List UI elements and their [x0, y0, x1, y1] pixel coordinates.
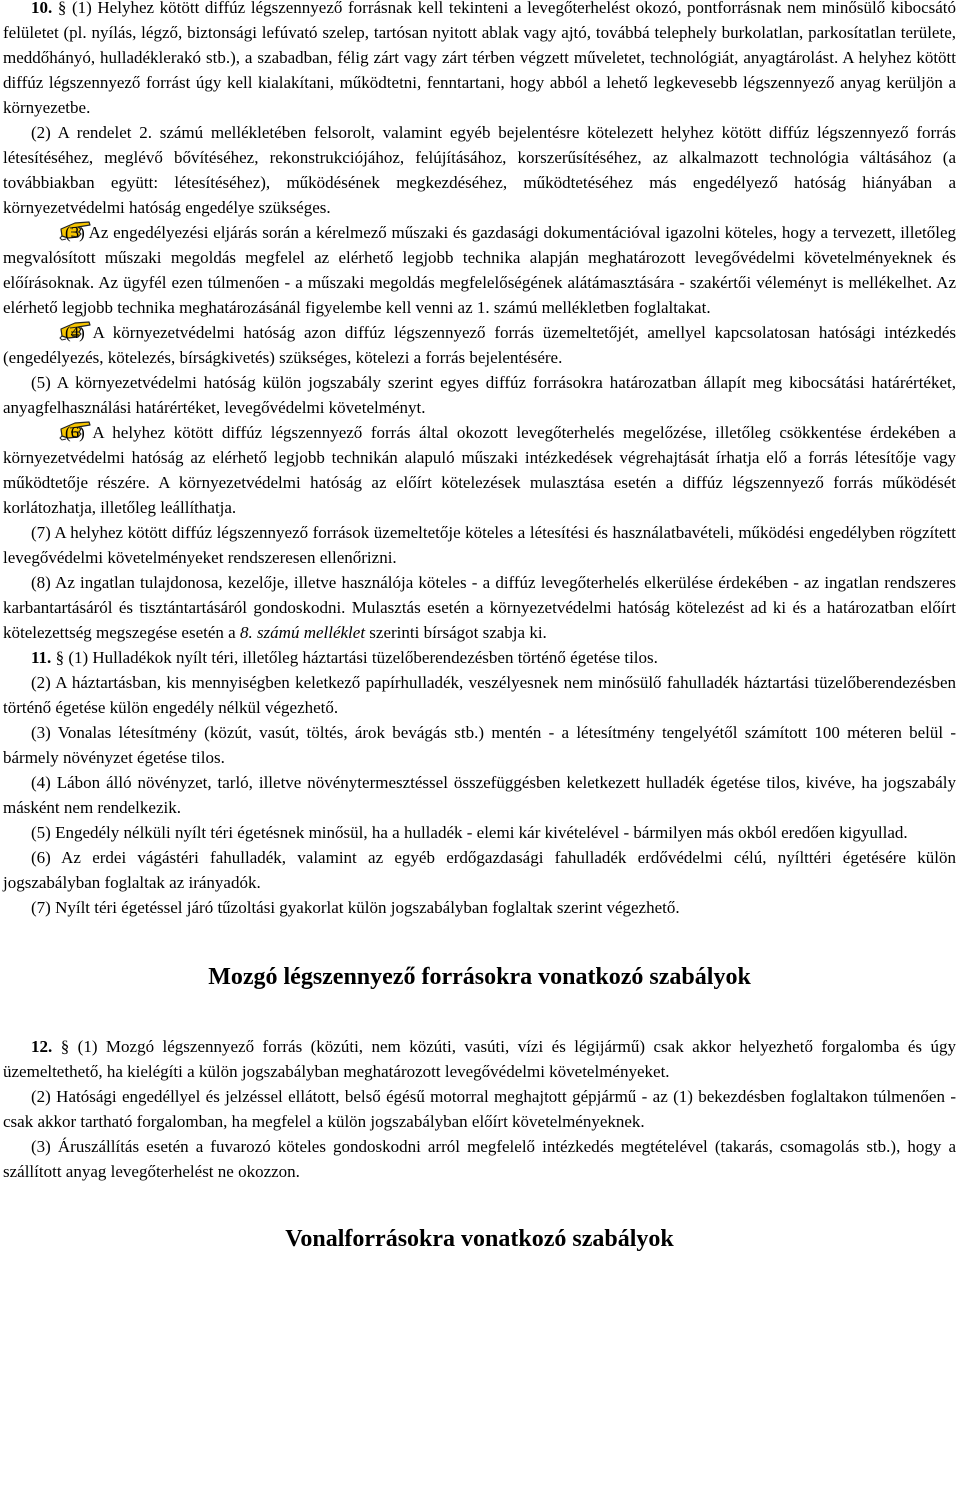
section-heading-line-sources: Vonalforrásokra vonatkozó szabályok — [285, 1226, 674, 1252]
paragraph-text: (7) Nyílt téri égetéssel járó tűzoltási gyakorlat külön jogszabályban foglaltak szerint végezhető. — [31, 898, 680, 917]
paragraph-text: (2) Hatósági engedéllyel és jelzéssel ellátott, belső égésű motorral meghajtott gépjármű - az (1) bekezdésben foglaltakon túlmenően - csak akkor tartható forgalomban, ha megfelel a külön jogszabályban előírt követelményeknek. — [3, 1087, 956, 1131]
section-number: 11. — [31, 648, 52, 667]
section-heading-mobile-sources: Mozgó légszennyező forrásokra vonatkozó szabályok — [208, 964, 751, 990]
paragraph-12-2 — [3, 1084, 956, 1134]
pointing-hand-icon[interactable] — [31, 420, 64, 441]
paragraph-text: (3) Vonalas létesítmény (közút, vasút, töltés, árok bevágás stb.) mentén - a létesítmény tengelyétől számított 100 méteren belül - bármely növényzet égetése tilos. — [3, 723, 956, 767]
paragraph-10-5 — [3, 370, 956, 420]
paragraph-11-6 — [3, 845, 956, 895]
paragraph-text: (1) Mozgó légszennyező forrás (közúti, nem közúti, vasúti, vízi és légijármű) csak akkor helyezhető forgalomba és úgy üzemeltethető, ha kielégíti a külön jogszabályban meghatározott levegővédelmi követelményeket. — [3, 1037, 957, 1081]
paragraph-text-tail: szerinti bírságot szabja ki. — [365, 623, 547, 642]
paragraph-10-4 — [3, 320, 956, 370]
pointing-hand-icon[interactable] — [31, 220, 64, 241]
paragraph-text: (4) Lábon álló növényzet, tarló, illetve növénytermesztéssel összefüggésben keletkezett hulladék égetése tilos, kivéve, ha jogszabály másként nem rendelkezik. — [3, 773, 956, 817]
paragraph-10-3 — [3, 220, 956, 320]
section-number: 10. — [31, 0, 53, 17]
paragraph-10-8 — [3, 570, 956, 645]
paragraph-text: (2) A háztartásban, kis mennyiségben keletkező papírhulladék, veszélyesnek nem minősülő fahulladék háztartási tüzelőberendezésben történő égetése külön engedély nélkül végezhető. — [3, 673, 956, 717]
paragraph-11-1 — [3, 645, 956, 670]
paragraph-11-2 — [3, 670, 956, 720]
section-symbol: § — [57, 0, 67, 17]
paragraph-text: (7) A helyhez kötött diffúz légszennyező források üzemeltetője köteles a létesítési és használatbavételi, működési engedélyben rögzített levegővédelmi követelményeket rendszeresen ellenőrizni. — [3, 523, 956, 567]
pointing-hand-icon[interactable] — [31, 320, 64, 341]
paragraph-12-1 — [3, 1034, 956, 1084]
section-symbol: § — [60, 1037, 70, 1056]
paragraph-11-5 — [3, 820, 956, 845]
paragraph-text: (5) A környezetvédelmi hatóság külön jogszabály szerint egyes diffúz forrásokra határozatban állapít meg kibocsátási határértéket, anyagfelhasználási határértéket, levegővédelmi követelményt. — [3, 373, 956, 417]
paragraph-text: (1) Helyhez kötött diffúz légszennyező forrásnak kell tekinteni a levegőterhelést okozó, pontforrásnak nem minősülő kibocsátó felületet (pl. nyílás, légző, biztonsági lefúvató szelep, tartósan nyitott ablak vagy ajtó, továbbá telephely burkolatlan, parkosítatlan területe, meddőhányó, hulladéklerakó stb.), a szabadban, félig zárt vagy zárt térben végzett műveletet, technológiát, anyagtárolást. A helyhez kötött diffúz légszennyező forrást úgy kell kialakítani, működtetni, fenntartani, hogy abból a lehető legkevesebb légszennyező anyag kerüljön a környezetbe. — [3, 0, 956, 117]
section-number: 12. — [31, 1037, 53, 1056]
paragraph-11-3 — [3, 720, 956, 770]
paragraph-text: (8) Az ingatlan tulajdonosa, kezelője, illetve használója köteles - a diffúz levegőterhelés elkerülése érdekében - az ingatlan rendszeres karbantartásáról és tisztántartásáról gondoskodni. Mulasztás esetén a környezetvédelmi hatóság kötelezést ad ki és a határozatban előírt kötelezettség megszegése esetén a — [3, 573, 956, 642]
paragraph-10-6 — [3, 420, 956, 520]
paragraph-10-2 — [3, 120, 956, 220]
annex-reference: 8. számú melléklet — [239, 623, 366, 642]
paragraph-text: (1) Hulladékok nyílt téri, illetőleg háztartási tüzelőberendezésben történő égetése tilos. — [68, 648, 658, 667]
paragraph-text: (2) A rendelet 2. számú mellékletében felsorolt, valamint egyéb bejelentésre kötelezett helyhez kötött diffúz légszennyező forrás létesítéséhez, meglévő bővítéséhez, rekonstrukciójához, felújításához, korszerűsítéséhez, az alkalmazott technológia váltásához (a továbbiakban együtt: létesítéséhez), működésének megkezdéséhez, működtetéséhez más engedélyező hatóság hiányában a környezetvédelmi hatóság engedélye szükséges. — [3, 123, 956, 217]
section-symbol: § — [55, 648, 65, 667]
paragraph-11-4 — [3, 770, 956, 820]
paragraph-text: (5) Engedély nélküli nyílt téri égetésnek minősül, ha a hulladék - elemi kár kivételével - bármilyen más okból eredően kigyullad. — [31, 823, 908, 842]
paragraph-text: (4) A környezetvédelmi hatóság azon diffúz légszennyező forrás üzemeltetőjét, amellyel kapcsolatosan hatósági intézkedés (engedélyezés, kötelezés, bírságkivetés) szükséges, kötelezi a forrás bejelentésére. — [3, 323, 956, 367]
paragraph-12-3 — [3, 1134, 956, 1184]
paragraph-10-7 — [3, 520, 956, 570]
paragraph-text: (3) Áruszállítás esetén a fuvarozó köteles gondoskodni arról megfelelő intézkedés megtételével (takarás, csomagolás stb.), hogy a szállított anyag levegőterhelést ne okozzon. — [3, 1137, 956, 1181]
paragraph-text: (6) A helyhez kötött diffúz légszennyező forrás által okozott levegőterhelés megelőzése, illetőleg csökkentése érdekében a környezetvédelmi hatóság az elérhető legjobb technikán alapuló műszaki intézkedések végrehajtását írhatja elő a forrás létesítője vagy működtetője részére. A környezetvédelmi hatóság az előírt kötelezések mulasztása esetén a diffúz légszennyező forrás működését korlátozhatja, illetőleg leállíthatja. — [3, 423, 956, 517]
paragraph-text: (6) Az erdei vágástéri fahulladék, valamint az egyéb erdőgazdasági fahulladék erdővédelmi célú, nyílttéri égetésére külön jogszabályban foglaltak az irányadók. — [3, 848, 956, 892]
paragraph-10-1 — [3, 0, 956, 120]
paragraph-11-7 — [3, 895, 956, 920]
paragraph-text: (3) Az engedélyezési eljárás során a kérelmező műszaki és gazdasági dokumentációval igazolni köteles, hogy a tervezett, illetőleg megvalósított műszaki megoldás megfelel az elérhető legjobb technika alapján meghatározott levegővédelmi követelményeknek és előírásoknak. Az ügyfél ezen túlmenően - a műszaki megoldás megfelelőségének alátámasztására - szakértői véleményt is mellékelhet. Az elérhető legjobb technika meghatározásánál figyelembe kell venni az 1. számú mellékletben foglaltakat. — [3, 223, 956, 317]
